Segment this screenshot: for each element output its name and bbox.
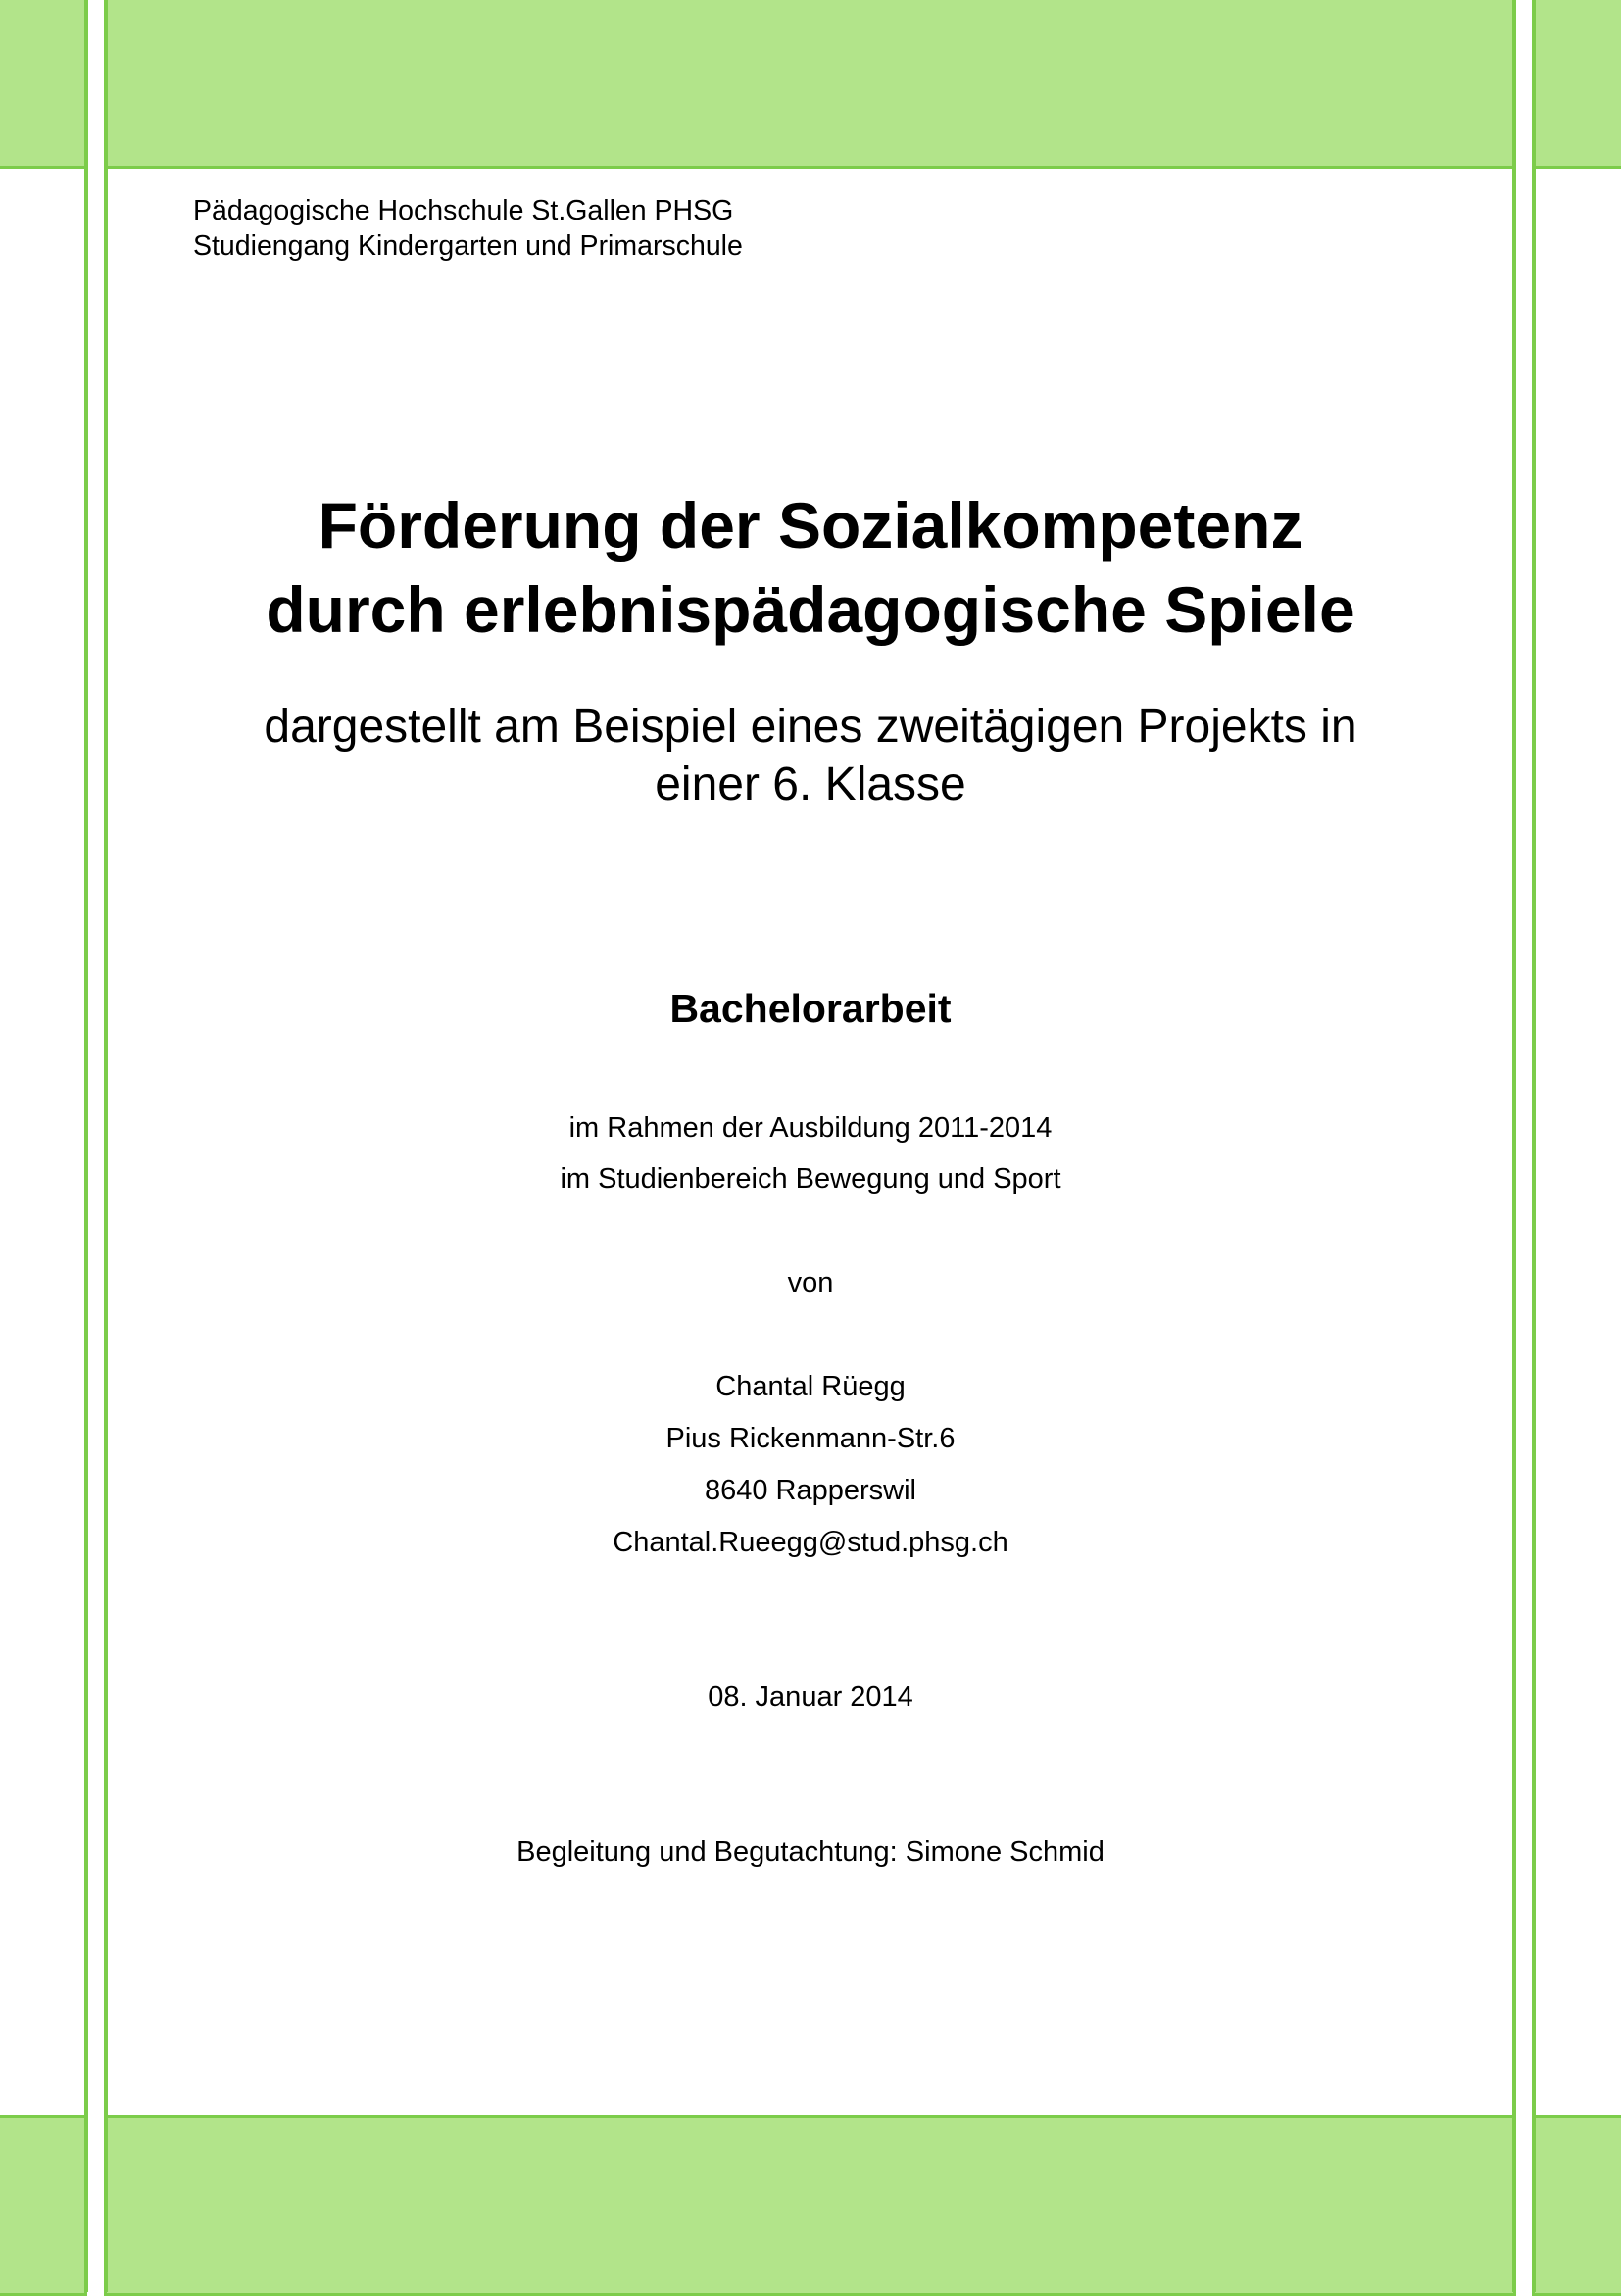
supervisor-line: Begleitung und Begutachtung: Simone Schmid — [516, 1836, 1105, 1868]
author-email: Chantal.Rueegg@stud.phsg.ch — [613, 1527, 1008, 1558]
top-left-band — [0, 0, 87, 169]
context-line-1: im Rahmen der Ausbildung 2011-2014 — [568, 1112, 1053, 1144]
author-street: Pius Rickenmann-Str.6 — [665, 1423, 956, 1454]
left-outer-rule — [84, 0, 88, 2292]
subtitle-line-1: dargestellt am Beispiel eines zweitägigen Projekts in — [264, 701, 1357, 753]
right-outer-rule — [1532, 0, 1536, 2292]
left-inner-rule — [104, 0, 108, 2292]
submission-date: 08. Januar 2014 — [708, 1682, 913, 1713]
subtitle — [106, 698, 1515, 813]
bottom-left-band — [0, 2115, 87, 2296]
document-type: Bachelorarbeit — [669, 986, 952, 1031]
author-city: 8640 Rapperswil — [704, 1475, 916, 1506]
context-line-2: im Studienbereich Bewegung und Sport — [560, 1163, 1061, 1195]
study-program: Studiengang Kindergarten und Primarschule — [193, 230, 743, 262]
institution-header — [193, 193, 743, 264]
top-right-band — [1532, 0, 1621, 169]
institution-name: Pädagogische Hochschule St.Gallen PHSG — [193, 195, 734, 226]
right-inner-rule — [1512, 0, 1516, 2292]
author-name: Chantal Rüegg — [715, 1371, 906, 1402]
page-title — [106, 483, 1515, 652]
top-center-band — [104, 0, 1516, 169]
bottom-right-band — [1532, 2115, 1621, 2296]
title-line-2: durch erlebnispädagogische Spiele — [266, 573, 1355, 646]
subtitle-line-2: einer 6. Klasse — [655, 758, 966, 810]
bottom-center-band — [104, 2115, 1516, 2296]
title-line-1: Förderung der Sozialkompetenz — [318, 489, 1303, 562]
von-label: von — [787, 1267, 834, 1298]
